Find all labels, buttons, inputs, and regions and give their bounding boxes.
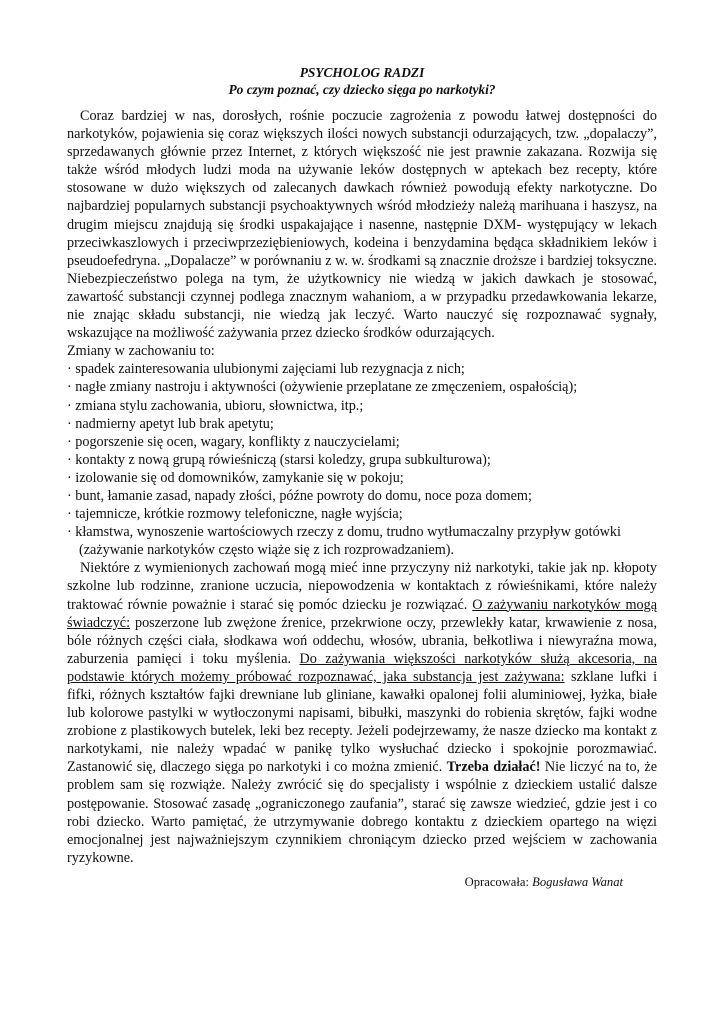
page-subtitle: Po czym poznać, czy dziecko sięga po narkotyki? <box>228 82 496 97</box>
document-page <box>67 64 657 891</box>
underlined-symptoms-heading: O zażywaniu narkotyków mogą świadczyć: <box>67 596 657 631</box>
body-text-2: poszerzone lub zwężone źrenice, przekrwione oczy, przewlekły katar, krwawienie z nosa, bóle różnych części ciała, słodkawa woń oddechu, włosów, ubrania, bełkotliwa i niewyraźna mowa, zaburzenia pamięci i toku myślenia. <box>67 614 657 667</box>
list-item: · tajemnicze, krótkie rozmowy telefoniczne, nagłe wyjścia; <box>67 506 403 523</box>
body-text-4: Nie liczyć na to, że problem sam się rozwiąże. Należy zwrócić się do specjalisty i wspólnie z dzieckiem ustalić dalsze postępowanie. Stosować zasadę „ograniczonego zaufania”, starać się zawsze wiedzieć, gdzie jest i co robi dziecko. Warto pamiętać, że utrzymywanie dobrego kontaktu z dzieckiem opartego na więzi emocjonalnej jest najważniejszym czynnikiem chroniącym dziecko przed wejściem w zachowania ryzykowne. <box>67 759 658 866</box>
body-paragraph <box>67 559 657 867</box>
list-item: · pogorszenie się ocen, wagary, konflikty z nauczycielami; <box>67 433 400 450</box>
list-item: · kontakty z nową grupą rówieśniczą (starsi koledzy, grupa subkulturowa); <box>67 451 491 468</box>
list-item: · nadmierny apetyt lub brak apetytu; <box>67 415 274 432</box>
bold-call-to-action: Trzeba działać! <box>446 759 541 776</box>
page-title: PSYCHOLOG RADZI <box>299 65 425 80</box>
list-heading: Zmiany w zachowaniu to: <box>67 343 215 360</box>
intro-paragraph: Coraz bardziej w nas, dorosłych, rośnie poczucie zagrożenia z powodu łatwej dostępności do narkotyków, pojawienia się coraz większych ilości nowych substancji odurzających, tzw. „dopalaczy”, sprzedawanych głównie przez Internet, z których większość nie jest prawnie zakazana. Rozwija się także wśród młodych ludzi moda na używanie leków dostępnych w aptekach bez recepty, które stosowane w dużo większych od zalecanych dawkach również powodują efekty narkotyczne. Do najbardziej popularnych substancji psychoaktywnych wśród młodzieży należą marihuana i haszysz, na drugim miejscu znajdują się środki uspakajające i nasenne, następnie DXM- występujący w lekach przeciwkaszlowych i przeciwprzeziębieniowych, kodeina i benzydamina będąca składnikiem leków i pseudoefedryna. „Dopalacze” w porównaniu z w. w. środkami są znacznie droższe i bardziej toksyczne. Niebezpieczeństwo polega na tym, że użytkownicy nie wiedzą w jakich dawkach je stosować, zawartość substancji czynnej podlega znacznym wahaniom, a w przypadku przedawkowania lekarze, nie znając składu substancji, nie wiedzą jak leczyć. Warto nauczyć się rozpoznawać sygnały, wskazujące na możliwość zażywania przez dziecko środków odurzających. <box>67 108 657 342</box>
list-note: (zażywanie narkotyków często wiąże się z ich rozprowadzaniem). <box>79 542 454 559</box>
body-text-1: Niektóre z wymienionych zachowań mogą mieć inne przyczyny niż narkotyki, takie jak np. kłopoty szkolne lub rodzinne, zranione uczucia, niepowodzenia w kontaktach z rówieśnikami, które należy traktować równie poważnie i starać się pomóc dziecku je rozwiązać. <box>67 560 657 613</box>
underlined-accessories-heading: Do zażywania większości narkotyków służą akcesoria, na podstawie których możemy próbować rozpoznawać, jaka substancja jest zażywana: <box>67 650 658 685</box>
signature-label: Opracowała: <box>464 874 529 889</box>
signature <box>67 873 623 891</box>
list-item: · nagłe zmiany nastroju i aktywności (ożywienie przeplatane ze zmęczeniem, ospałością); <box>67 379 578 396</box>
list-item: · zmiana stylu zachowania, ubioru, słownictwa, itp.; <box>67 397 364 414</box>
list-item: · izolowanie się od domowników, zamykanie się w pokoju; <box>67 469 404 486</box>
list-item: · spadek zainteresowania ulubionymi zajęciami lub rezygnacja z nich; <box>67 361 465 378</box>
body-text-3: szklane lufki i fifki, różnych kształtów fajki drewniane lub gliniane, kawałki opalonej folii aluminiowej, łyżka, białe lub kolorowe pastylki w wytłoczonymi napisami, bibułki, maszynki do robienia skrętów, fajki wodne zrobione z plastikowych butelek, leki bez recepty. Jeżeli podejrzewamy, że nasze dziecko ma kontakt z narkotykami, nie należy wpadać w panikę tylko wysłuchać dziecko i spokojnie porozmawiać. Zastanowić się, dlaczego sięga po narkotyki i co można zmienić. <box>67 668 658 776</box>
behavior-change-list <box>67 360 657 541</box>
list-item: · bunt, łamanie zasad, napady złości, późne powroty do domu, noce poza domem; <box>67 487 532 504</box>
signature-author: Bogusława Wanat <box>532 874 623 889</box>
list-item: · kłamstwa, wynoszenie wartościowych rzeczy z domu, trudno wytłumaczalny przypływ gotówki <box>67 524 621 541</box>
